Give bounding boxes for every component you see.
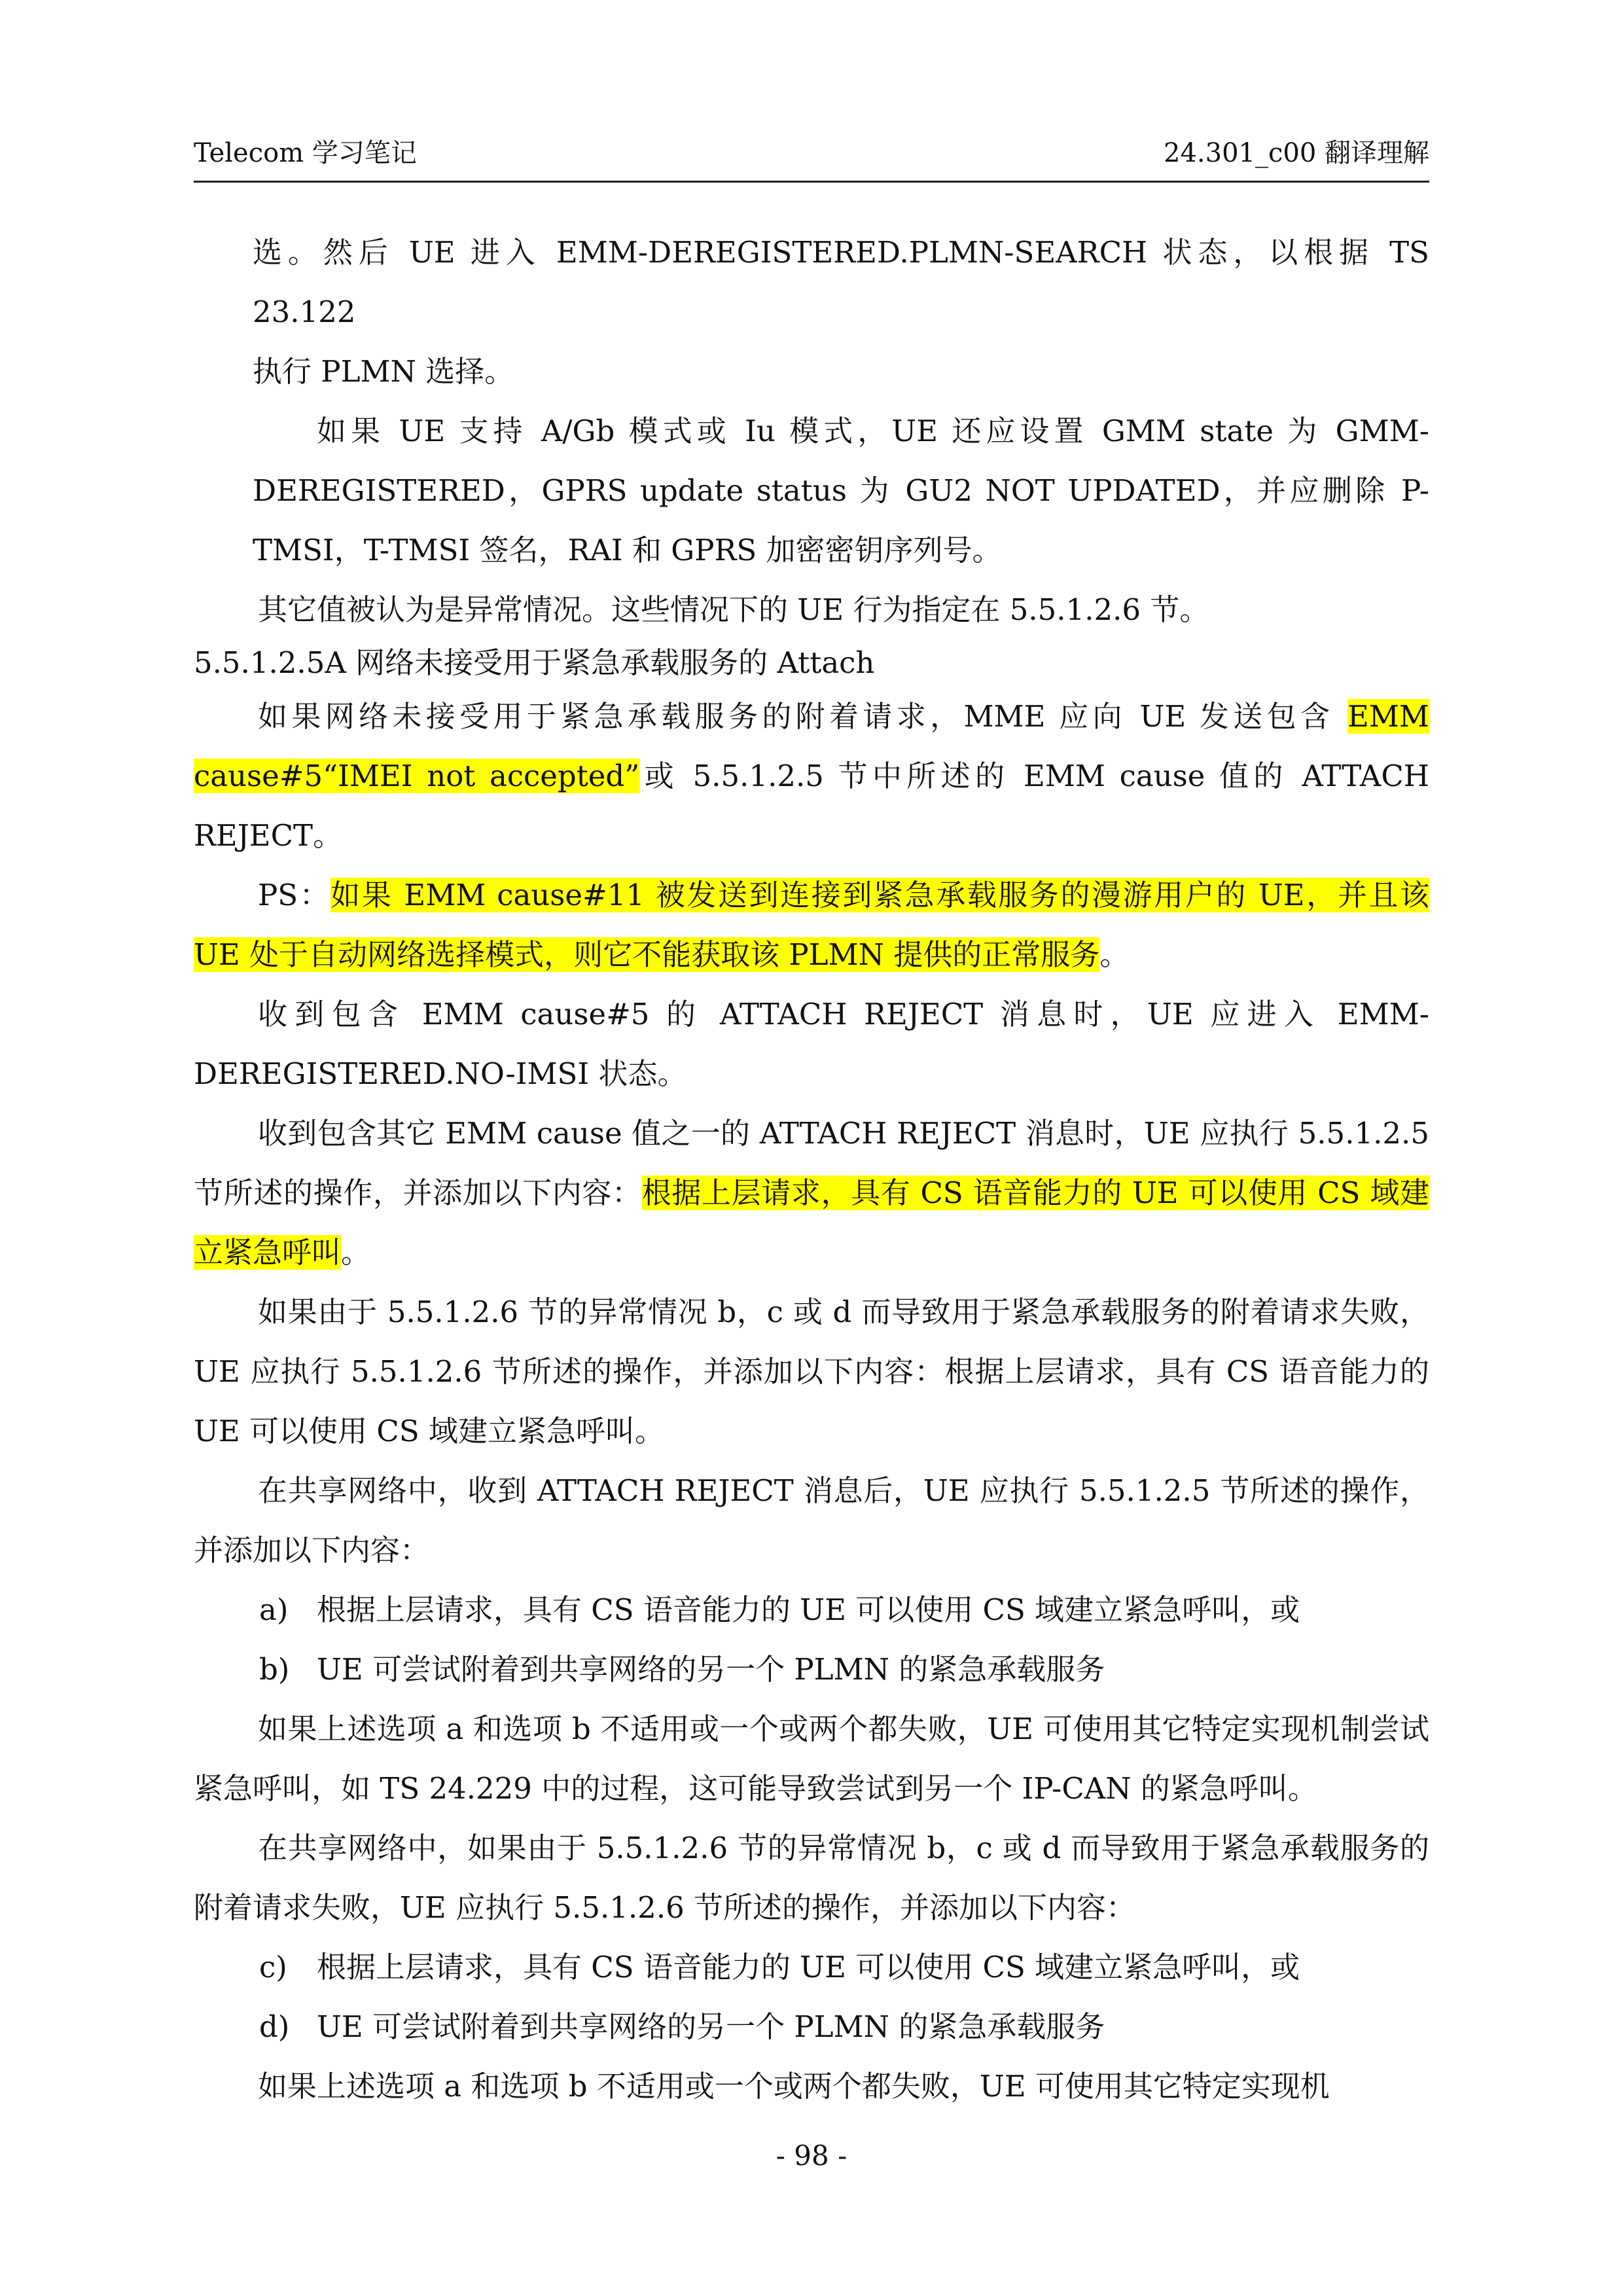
list-label: b) [259, 1652, 290, 1687]
text-run: 收到包含其它 EMM cause 值之一的 ATTACH REJECT 消息时，UE 应执行 5.5.1.2.5 节所述的操作，并添加以下内容： [194, 1116, 1429, 1210]
list-text: 根据上层请求，具有 CS 语音能力的 UE 可以使用 CS 域建立紧急呼叫，或 [317, 1950, 1300, 1984]
header-divider [194, 181, 1429, 183]
list-text: 根据上层请求，具有 CS 语音能力的 UE 可以使用 CS 域建立紧急呼叫，或 [317, 1592, 1300, 1627]
highlighted-text: 如果 EMM cause#11 被发送到连接到紧急承载服务的漫游用户的 UE，并且该 UE 处于自动网络选择模式，则它不能获取该 PLMN 提供的正常服务 [194, 878, 1429, 972]
paragraph-continuation [194, 223, 1429, 401]
paragraph-abnormal-case: 如果由于 5.5.1.2.6 节的异常情况 b，c 或 d 而导致用于紧急承载服务的附着请求失败，UE 应执行 5.5.1.2.6 节所述的操作，并添加以下内容：根据上层请求，具有 CS 语音能力的 UE 可以使用 CS 域建立紧急呼叫。 [194, 1295, 1429, 1448]
paragraph-line: 选。然后 UE 进入 EMM-DEREGISTERED.PLMN-SEARCH 状态，以根据 TS 23.122 [253, 235, 1429, 329]
paragraph-fallback: 如果上述选项 a 和选项 b 不适用或一个或两个都失败，UE 可使用其它特定实现机制尝试紧急呼叫，如 TS 24.229 中的过程，这可能导致尝试到另一个 IP-CAN 的紧急呼叫。 [194, 1712, 1429, 1806]
page-number: - 98 - [776, 2140, 847, 2172]
text-run: 。 [1099, 937, 1130, 972]
list-text: UE 可尝试附着到共享网络的另一个 PLMN 的紧急承载服务 [317, 1652, 1105, 1687]
paragraph-shared-network: 在共享网络中，收到 ATTACH REJECT 消息后，UE 应执行 5.5.1.2.5 节所述的操作，并添加以下内容： [194, 1473, 1429, 1568]
paragraph-fallback-truncated: 如果上述选项 a 和选项 b 不适用或一个或两个都失败，UE 可使用其它特定实现机 [258, 2069, 1330, 2104]
paragraph-ps-note [194, 865, 1429, 984]
list-item [194, 1997, 1429, 2056]
highlighted-text: EMM cause#5“IMEI not accepted” [194, 699, 1429, 793]
text-run: 。 [341, 1235, 371, 1270]
list-item [194, 1937, 1429, 1997]
header-doc-ref: 24.301_c00 翻译理解 [1164, 138, 1429, 168]
text-run: 如果网络未接受用于紧急承载服务的附着请求，MME 应向 UE 发送包含 [258, 699, 1347, 734]
list-label: c) [259, 1950, 287, 1984]
page-body [194, 223, 1429, 2116]
paragraph-other-cause [194, 1103, 1429, 1282]
list-item [194, 1580, 1429, 1640]
paragraph-other-values: 其它值被认为是异常情况。这些情况下的 UE 行为指定在 5.5.1.2.6 节。 [258, 592, 1209, 627]
highlighted-text: 根据上层请求，具有 CS 语音能力的 UE 可以使用 CS 域建立紧急呼叫 [194, 1175, 1429, 1270]
section-heading: 5.5.1.2.5A 网络未接受用于紧急承载服务的 Attach [194, 645, 875, 680]
paragraph-emergency-attach [194, 687, 1429, 865]
text-run: PS： [258, 878, 331, 912]
paragraph-cause5: 收到包含 EMM cause#5 的 ATTACH REJECT 消息时，UE 应进入 EMM-DEREGISTERED.NO-IMSI 状态。 [194, 997, 1429, 1091]
text-run: 或 5.5.1.2.5 节中所述的 EMM cause 值的 ATTACH REJECT。 [194, 759, 1429, 853]
header-title: Telecom 学习笔记 [194, 138, 417, 168]
list-item [194, 1640, 1429, 1699]
paragraph-line: 执行 PLMN 选择。 [253, 354, 514, 389]
list-text: UE 可尝试附着到共享网络的另一个 PLMN 的紧急承载服务 [317, 2009, 1105, 2044]
list-label: d) [259, 2009, 290, 2044]
list-label: a) [259, 1592, 289, 1627]
paragraph-shared-abnormal: 在共享网络中，如果由于 5.5.1.2.6 节的异常情况 b，c 或 d 而导致用于紧急承载服务的附着请求失败，UE 应执行 5.5.1.2.6 节所述的操作，并添加以下内容： [194, 1831, 1429, 1925]
paragraph-gmm-state: 如果 UE 支持 A/Gb 模式或 Iu 模式，UE 还应设置 GMM state 为 GMM-DEREGISTERED，GPRS update status 为 GU2 NOT UPDATED，并应删除 P-TMSI，T-TMSI 签名，RAI 和 GPRS 加密密钥序列号。 [253, 414, 1429, 567]
